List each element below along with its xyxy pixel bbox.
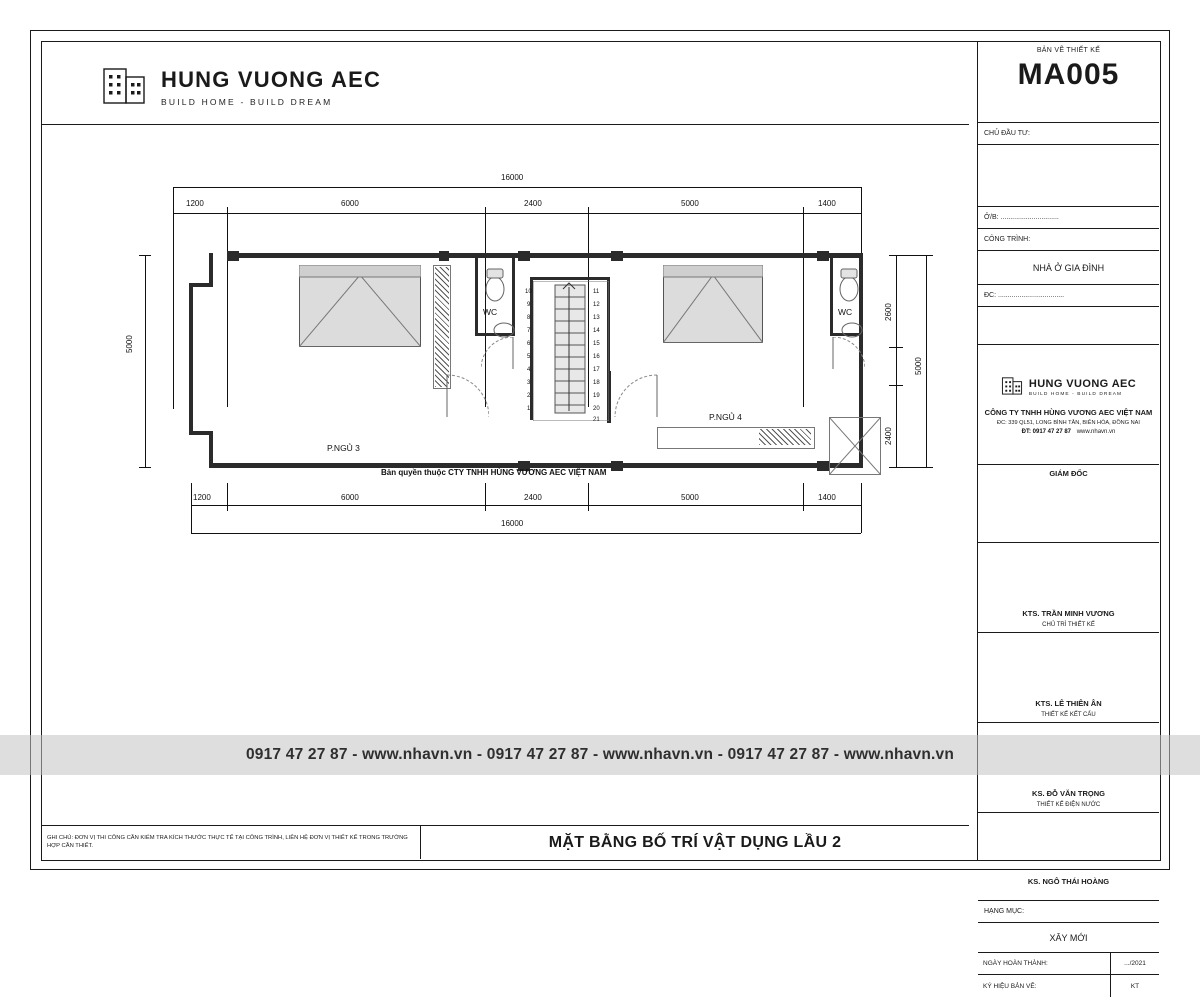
dim-line-top-segments [173,213,861,214]
stair-step-r-18: 18 [593,380,600,386]
company-phone: 0917 47 27 87 [1032,429,1072,435]
company-brand [101,61,381,112]
completion-date-row [978,953,1159,975]
dim-line-bottom-segments [191,505,861,506]
column-8 [817,461,829,471]
room-label-wc-2: WC [838,307,853,317]
dim-tick-r3 [889,467,933,468]
wall-left-top-return [189,283,211,287]
column-3 [518,251,530,261]
company-address: ĐC: 339 QL51, LONG BÌNH TÂN, BIÊN HÒA, ĐỒNG NAI [997,420,1140,426]
toilet-1-icon [481,265,509,305]
dim-right-2: 2400 [884,427,893,445]
dim-line-top-total [173,187,861,188]
signature-2-role: THIẾT KẾ KẾT CẤU [1041,712,1096,718]
category-label-cell: HẠNG MỤC: [978,901,1159,923]
dim-tick-r2 [889,385,903,386]
company-full-name: CÔNG TY TNHH HÙNG VƯƠNG AEC VIỆT NAM [984,408,1153,417]
stair-step-l-7: 7 [527,328,531,334]
completion-date-value: .../2021 [1110,953,1159,974]
column-2 [439,251,449,261]
dim-top-4: 1400 [818,199,836,208]
signature-3-role: THIẾT KẾ ĐIỆN NƯỚC [1036,802,1101,808]
stair-step-r-20: 20 [593,406,600,412]
dim-tick-r1 [889,347,903,348]
signature-4 [978,813,1159,901]
dim-tick-b1 [227,483,228,511]
dim-tick-l0 [139,255,151,256]
stair-step-r-21: 21 [593,417,600,423]
stair-step-l-10: 10 [525,289,532,295]
dim-tick-b2 [485,483,486,511]
dim-right-0: 2600 [884,303,893,321]
dim-bottom-3: 5000 [681,493,699,502]
dim-top-0: 1200 [186,199,204,208]
wardrobe-3 [433,265,451,389]
stair-step-l-1: 1 [527,406,531,412]
dim-tick-b3 [588,483,589,511]
wardrobe-4-hatch [759,429,811,445]
partition-wc2-left [830,258,833,336]
footer-note: GHI CHÚ: ĐƠN VỊ THI CÔNG CẦN KIỂM TRA KÍCH THƯỚC THỰC TẾ TẠI CÔNG TRÌNH, LIÊN HỆ ĐƠN VỊ THIẾT KẾ TRONG TRƯỜNG HỢP CẦN THIẾT. [41,826,421,859]
dim-line-right-outer [926,255,927,467]
signature-1 [978,543,1159,633]
dim-tick-b5 [861,483,862,533]
floor-plan-drawing [41,125,969,827]
bed-3-cover-icon [299,265,421,347]
stair-step-r-12: 12 [593,302,600,308]
project-address-cell: ĐC: .................................. [978,285,1159,307]
signature-2-name: KTS. LÊ THIÊN ÂN [1035,699,1102,708]
company-logo-small-icon [1001,374,1023,401]
wall-left-bottom-return [189,431,211,435]
director-label: GIÁM ĐỐC [1049,469,1088,478]
toilet-2-icon [836,265,862,305]
watermark-text: 0917 47 27 87 - www.nhavn.vn - 0917 47 27 87 - www.nhavn.vn - 0917 47 27 87 - www.nhavn.vn [245,746,955,763]
sheet-footer [41,825,969,859]
dim-left-0: 5000 [125,335,134,353]
sheet-code-label: BẢN VẼ THIẾT KẾ [1036,47,1101,54]
dim-right-1: 5000 [914,357,923,375]
column-4 [611,251,623,261]
bed-4-cover-icon [663,265,763,343]
signature-3-name: KS. ĐỖ VĂN TRỌNG [1032,789,1105,798]
signature-2 [978,633,1159,723]
copyright-overlay: Bản quyền thuộc CTY TNHH HÙNG VƯƠNG AEC VIỆT NAM [381,468,607,477]
door-wc-1-icon [481,337,515,371]
drawing-symbol-value: KT [1110,975,1159,997]
signature-4-name: KS. NGÔ THÁI HOÀNG [1027,877,1110,886]
project-value-cell: NHÀ Ở GIA ĐÌNH [978,251,1159,285]
investor-address-cell: Ở/B: .............................. [978,207,1159,229]
room-label-wc-1: WC [483,307,498,317]
partition-stair-top [530,277,610,280]
stair-step-l-9: 9 [527,302,531,308]
dim-top-3: 5000 [681,199,699,208]
stair-step-r-14: 14 [593,328,600,334]
column-7 [611,461,623,471]
company-block [978,345,1159,465]
dim-tick-b4 [803,483,804,511]
stair-step-l-4: 4 [527,367,531,373]
dim-line-bottom-total [191,533,861,534]
company-logo-icon [101,61,147,112]
stair-step-r-11: 11 [593,289,600,295]
drawing-symbol-label: KÝ HIỆU BẢN VẼ: [983,982,1037,990]
wall-top [227,253,863,258]
column-5 [817,251,829,261]
company-name-small: HUNG VUONG AEC [1028,378,1137,390]
investor-label-cell: CHỦ ĐẦU TƯ: [978,123,1159,145]
dim-bottom-4: 1400 [818,493,836,502]
project-label-cell: CÔNG TRÌNH: [978,229,1159,251]
stair-step-r-16: 16 [593,354,600,360]
dim-line-right-inner [896,255,897,467]
dim-bottom-1: 6000 [341,493,359,502]
stair-step-l-2: 2 [527,393,531,399]
room-label-bedroom-3: P.NGỦ 3 [327,443,360,453]
sheet-code-value: MA005 [1017,58,1120,91]
company-phone-label: ĐT: [1021,429,1031,435]
dim-top-total: 16000 [501,173,524,182]
company-tagline: BUILD HOME - BUILD DREAM [161,96,333,107]
company-website: www.nhavn.vn [1076,429,1116,435]
dim-top-2: 2400 [524,199,542,208]
stair-step-l-5: 5 [527,354,531,360]
category-value-cell: XÂY MỚI [978,923,1159,953]
company-name: HUNG VUONG AEC [161,66,382,92]
dim-bottom-total: 16000 [501,519,524,528]
company-contact [1022,429,1116,435]
sheet-header [41,41,969,125]
stair-step-l-8: 8 [527,315,531,321]
stair-step-r-17: 17 [593,367,600,373]
spacer-cell [978,307,1159,345]
partition-wc1-left [475,258,478,336]
stair-step-l-6: 6 [527,341,531,347]
dim-tick-b0 [191,483,192,533]
wall-left-outer [189,285,193,433]
dim-tick-l1 [139,467,151,468]
stair-step-r-15: 15 [593,341,600,347]
signature-director [978,465,1159,543]
door-bedroom-4-icon [613,373,659,419]
dim-bottom-2: 2400 [524,493,542,502]
dim-tick-t0 [173,187,174,409]
stair-step-r-19: 19 [593,393,600,399]
company-tagline-small: BUILD HOME - BUILD DREAM [1028,392,1123,397]
dim-tick-t1 [227,207,228,407]
completion-date-label: NGÀY HOÀN THÀNH: [983,960,1048,967]
stair-step-l-3: 3 [527,380,531,386]
balcony-cross-icon [829,417,881,475]
investor-value-cell [978,145,1159,207]
signature-1-role: CHỦ TRÌ THIẾT KẾ [1042,622,1095,628]
dim-tick-r0 [889,255,933,256]
stair-step-r-13: 13 [593,315,600,321]
dim-tick-t4 [803,207,804,407]
dim-line-left [145,255,146,467]
dim-bottom-0: 1200 [193,493,211,502]
sheet-code-cell [978,41,1159,123]
drawing-title: MẶT BẰNG BỐ TRÍ VẬT DỤNG LẦU 2 [548,833,842,851]
room-label-bedroom-4: P.NGỦ 4 [709,412,742,422]
signature-1-name: KTS. TRẦN MINH VƯƠNG [1022,609,1115,618]
wall-left-lower [209,431,213,467]
dim-top-1: 6000 [341,199,359,208]
column-1 [227,251,239,261]
door-bedroom-3-icon [445,373,489,419]
door-wc-2-icon [831,337,865,371]
wall-left-riser [209,253,213,287]
drawing-symbol-row [978,975,1159,997]
